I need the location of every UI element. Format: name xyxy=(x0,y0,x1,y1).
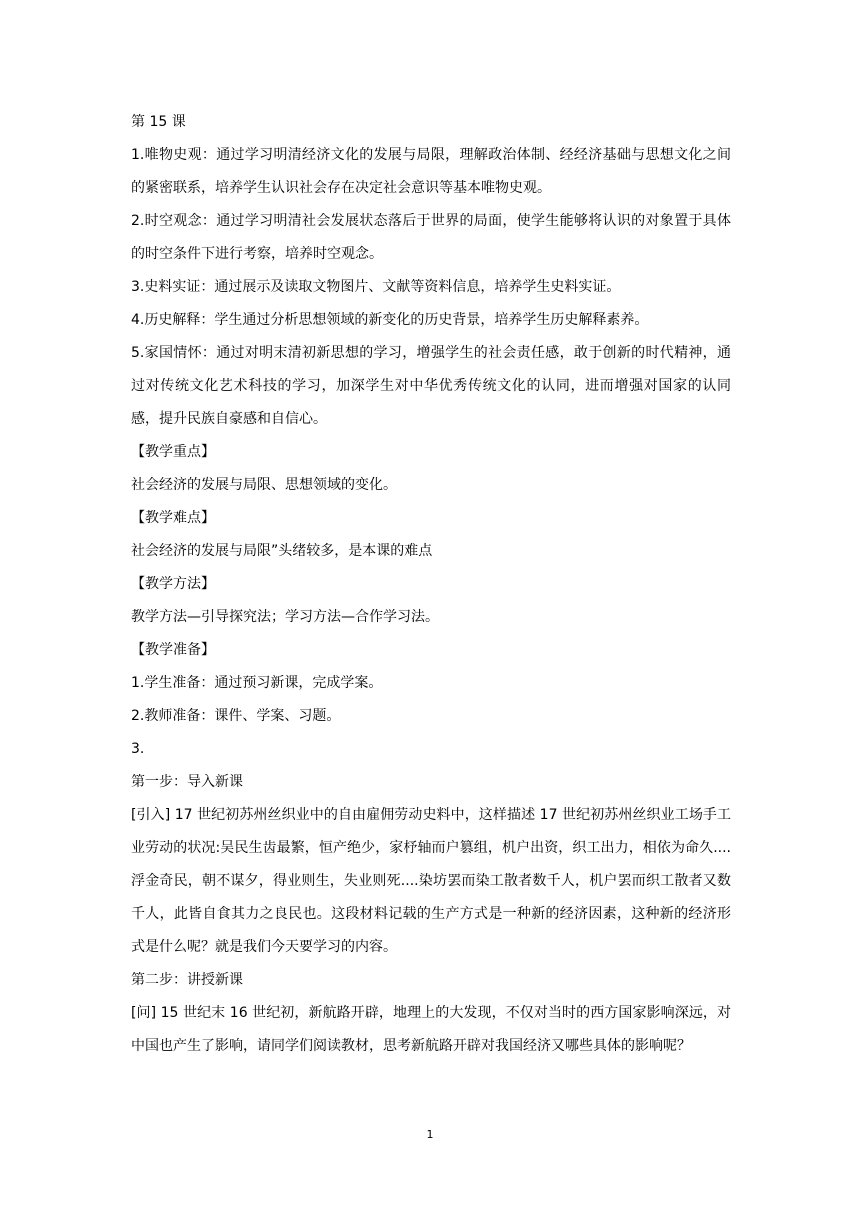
methods-text: 教学方法—引导探究法；学习方法—合作学习法。 xyxy=(131,609,439,625)
step-two-question-text: [问] 15 世纪末 16 世纪初，新航路开辟，地理上的大发现，不仅对当时的西方国家影响深远，对中国也产生了影响，请同学们阅读教材，思考新航路开辟对我国经济又哪些具体的影响呢？ xyxy=(131,1005,731,1054)
objective-space-time: 2.时空观念：通过学习明清社会发展状态落后于世界的局面，使学生能够将认识的对象置于具体的时空条件下进行考察，培养时空观念。 xyxy=(131,213,731,262)
step-one-intro-text: [引入] 17 世纪初苏州丝织业中的自由雇佣劳动史料中，这样描述 17 世纪初苏州丝织业工场手工业劳动的状况:吴民生齿最繁，恒产绝少，家杼轴而户篡组，机户出资，织工出力，相依为命久....浮金奇民，朝不谋夕，得业则生，失业则死....染坊罢而染工散者数千人，机户罢而织工散者又数千人，此皆自食其力之良民也。这段材料记载的生产方式是一种新的经济因素，这种新的经济形式是什么呢？就是我们今天要学习的内容。 xyxy=(131,807,731,955)
step-one-heading: 第一步：导入新课 xyxy=(131,774,243,790)
lesson-title: 第 15 课 xyxy=(131,114,186,130)
preparation-teacher: 2.教师准备：课件、学案、习题。 xyxy=(131,708,341,724)
section-heading-preparation: 【教学准备】 xyxy=(131,642,215,658)
page-number: 1 xyxy=(426,1128,434,1141)
section-heading-difficulties: 【教学难点】 xyxy=(131,510,215,526)
objective-patriotism: 5.家国情怀：通过对明末清初新思想的学习，增强学生的社会责任感，敢于创新的时代精神，通过对传统文化艺术科技的学习，加深学生对中华优秀传统文化的认同，进而增强对国家的认同感，提升民族自豪感和自信心。 xyxy=(131,345,731,427)
objective-materialism: 1.唯物史观：通过学习明清经济文化的发展与局限，理解政治体制、经经济基础与思想文化之间的紧密联系，培养学生认识社会存在决定社会意识等基本唯物史观。 xyxy=(131,147,731,196)
preparation-student: 1.学生准备：通过预习新课，完成学案。 xyxy=(131,675,383,691)
preparation-item-3: 3. xyxy=(131,741,145,757)
objective-interpretation: 4.历史解释：学生通过分析思想领域的新变化的历史背景，培养学生历史解释素养。 xyxy=(131,312,649,328)
document-body xyxy=(131,106,731,1063)
section-heading-methods: 【教学方法】 xyxy=(131,576,215,592)
difficulties-text: 社会经济的发展与局限”头绪较多，是本课的难点 xyxy=(131,543,433,559)
section-heading-key-points: 【教学重点】 xyxy=(131,444,215,460)
objective-evidence: 3.史料实证：通过展示及读取文物图片、文献等资料信息，培养学生史料实证。 xyxy=(131,279,621,295)
key-points-text: 社会经济的发展与局限、思想领域的变化。 xyxy=(131,477,397,493)
step-two-heading: 第二步：讲授新课 xyxy=(131,972,243,988)
